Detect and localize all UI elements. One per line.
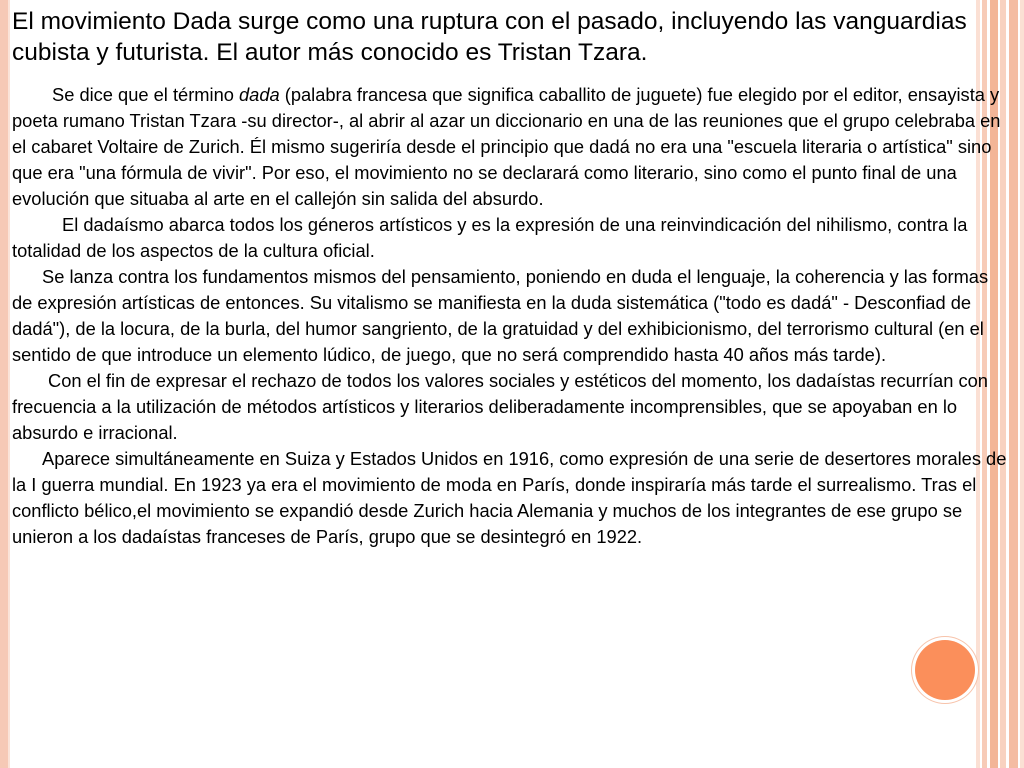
left-decorative-stripe — [0, 0, 8, 768]
left-decorative-stripe-inner — [8, 0, 10, 768]
paragraph-rejection: Con el fin de expresar el rechazo de todos los valores sociales y estéticos del momento, los dadaístas recurrían con frecuencia a la utilización de métodos artísticos y literarios deliberadamente incomprensibles, que se apoyaban en lo absurdo e irracional. — [12, 370, 988, 443]
lead-paragraph: El movimiento Dada surge como una ruptura con el pasado, incluyendo las vanguardias cubista y futurista. El autor más conocido es Tristan Tzara. — [12, 8, 967, 66]
paragraph-foundations: Se lanza contra los fundamentos mismos del pensamiento, poniendo en duda el lenguaje, la coherencia y las formas de expresión artísticas de entonces. Su vitalismo se manifiesta en la duda sistemática ("todo es dadá" - Desconfiad de dadá"), de la locura, de la burla, del humor sangriento, de la gratuidad y del exhibicionismo, del terrorismo cultural (en el sentido de que introduce un elemento lúdico, de juego, que no será comprendido hasta 40 años más tarde). — [12, 266, 989, 365]
stripe — [1020, 0, 1024, 768]
paragraph-text: Se dice que el término — [52, 84, 239, 105]
slide-content — [12, 6, 1012, 550]
paragraph-spread: Aparece simultáneamente en Suiza y Estados Unidos en 1916, como expresión de una serie de desertores morales de la I guerra mundial. En 1923 ya era el movimiento de moda en París, donde inspiraría más tarde el surrealismo. Tras el conflicto bélico,el movimiento se expandió desde Zurich hacia Alemania y muchos de los integrantes de ese grupo se unieron a los dadaístas franceses de París, grupo que se desintegró en 1922. — [12, 448, 1007, 547]
paragraph-nihilism: El dadaísmo abarca todos los géneros artísticos y es la expresión de una reinvindicación del nihilismo, contra la totalidad de los aspectos de la cultura oficial. — [12, 214, 968, 261]
paragraph-text: (palabra francesa que significa caballito de juguete) fue elegido por el editor, ensayista y poeta rumano Tristan Tzara -su director-, al abrir al azar un diccionario en una de las reuniones que el grupo celebraba en el cabaret Voltaire de Zurich. Él mismo sugeriría desde el principio que dadá no era una "escuela literaria o artística" sino que era "una fórmula de vivir". Por eso, el movimiento no se declarará como literario, sino como el punto final de una evolución que situaba al arte en el callejón sin salida del absurdo. — [12, 84, 1001, 209]
paragraph-dada-origin — [12, 82, 1012, 212]
italic-term: dada — [238, 84, 280, 105]
decorative-circle — [915, 640, 975, 700]
